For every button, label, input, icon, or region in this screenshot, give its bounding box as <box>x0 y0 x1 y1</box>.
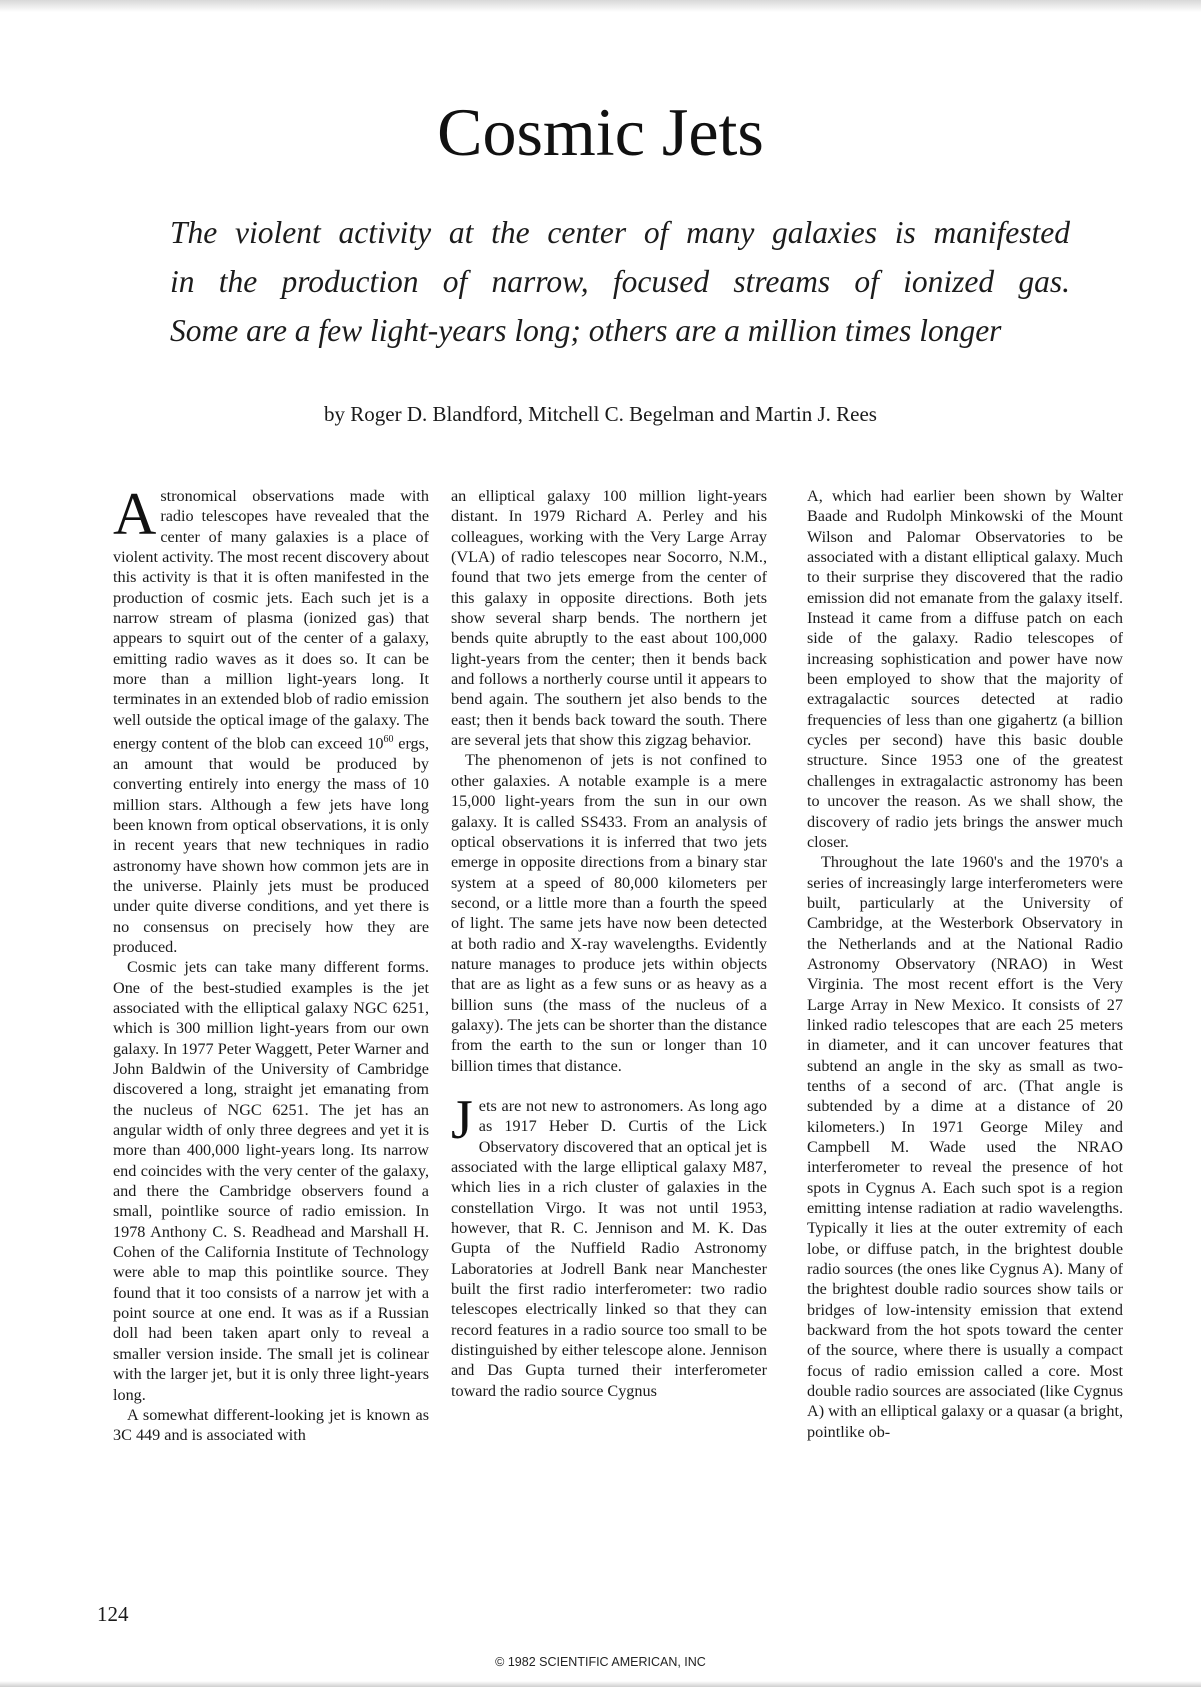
paragraph: A somewhat different-looking jet is known as 3C 449 and is associated with <box>113 1405 429 1445</box>
text-column-2 <box>451 486 767 1564</box>
paragraph <box>113 486 429 957</box>
text-column-3 <box>807 486 1123 1564</box>
byline: by Roger D. Blandford, Mitchell C. Begelman and Martin J. Rees <box>324 402 877 426</box>
paragraph: A, which had earlier been shown by Walter Baade and Rudolph Minkowski of the Mount Wilson and Palomar Observatories to be associated with a distant elliptical galaxy. Much to their surprise they discovered that the radio emission did not emanate from the galaxy itself. Instead it came from a diffuse patch on each side of the galaxy. Radio telescopes of increasing sophistication and power have now been employed to show that the majority of extragalactic sources detected at radio frequencies of less than one gigahertz (a billion cycles per second) have this basic double structure. Since 1953 one of the greatest challenges in extragalactic astronomy has been to uncover the reason. As we shall show, the discovery of radio jets brings the answer much closer. <box>807 487 1123 851</box>
article-subtitle <box>170 208 1070 355</box>
subtitle-line: Some are a few light-years long; others are a million times longer <box>170 313 1002 348</box>
subtitle-line: The violent activity at the center of many galaxies is manifested <box>170 215 1070 250</box>
paragraph: The phenomenon of jets is not confined to other galaxies. A notable example is a mere 15,000 light-years from the sun in our own galaxy. It is called SS433. From an analysis of optical observations it is inferred that two jets emerge in opposite directions from a binary star system at a speed of 80,000 kilometers per second, or a little more than a fourth the speed of light. The same jets have now been detected at both radio and X-ray wavelengths. Evidently nature manages to produce jets within objects that are as light as a few suns or as heavy as a billion suns (the mass of the nucleus of a galaxy). The jets can be shorter than the distance from the earth to the sun or longer than 10 billion times that distance. <box>451 751 767 1075</box>
drop-cap: J <box>451 1088 473 1151</box>
paragraph-text: ets are not new to astronomers. As long ago as 1917 Heber D. Curtis of the Lick Observatory discovered that an optical jet is associated with the large elliptical galaxy M87, which lies in a rich cluster of galaxies in the constellation Virgo. It was not until 1953, however, that R. C. Jennison and M. K. Das Gupta of the Nuffield Radio Astronomy Laboratories at Jodrell Bank near Manchester built the first radio interferometer: two radio telescopes electrically linked so that they can record features in a radio source too small to be distinguished by either telescope alone. Jennison and Das Gupta turned their interferometer toward the radio source Cygnus <box>451 1096 767 1400</box>
article-title: Cosmic Jets <box>437 94 764 170</box>
exponent: 60 <box>383 734 394 746</box>
paragraph: an elliptical galaxy 100 million light-years distant. In 1979 Richard A. Perley and his colleagues, working with the Very Large Array (VLA) of radio telescopes near Socorro, N.M., found that two jets emerge from the center of this galaxy in opposite directions. Both jets show several sharp bends. The northern jet bends quite abruptly to the east about 100,000 light-years from the center; then it bends back and follows a northerly course until it appears to bend again. The southern jet also bends to the east; then it bends back toward the south. There are several jets that show this zigzag behavior. <box>451 487 767 750</box>
page-number: 124 <box>97 1602 129 1626</box>
text-column-1 <box>113 486 429 1564</box>
paragraph-text: stronomical observations made with radio telescopes have revealed that the center of many galaxies is a place of violent activity. The most recent discovery about this activity is that it is often manifested in the production of cosmic jets. Each such jet is a narrow stream of plasma (ionized gas) that appears to squirt out of the center of a galaxy, emitting radio waves as it does so. It can be more than a million light-years long. It terminates in an extended blob of radio emission well outside the optical image of the galaxy. The energy content of the blob can exceed 10 <box>113 487 429 753</box>
paragraph: Throughout the late 1960's and the 1970's a series of increasingly large interferometers were built, particularly at the University of Cambridge, at the Westerbork Observatory in the Netherlands and at the National Radio Astronomy Observatory (NRAO) in West Virginia. The most recent effort is the Very Large Array in New Mexico. It consists of 27 linked radio telescopes that are each 25 meters in diameter, and it can uncover features that subtend an angle in the sky as small as two-tenths of a second of arc. (That angle is subtended by a dime at a distance of 20 kilometers.) In 1971 George Miley and Campbell M. Wade used the NRAO interferometer to reveal the presence of hot spots in Cygnus A. Each such spot is a region emitting intense radiation at radio wavelengths. Typically it lies at the outer extremity of each lobe, or diffuse patch, in the brightest double radio sources (the ones like Cygnus A). Many of the brightest double radio sources show tails or bridges of low-intensity emission that extend backward from the hot spots toward the center of the source, where there is usually a compact focus of radio emission called a core. Most double radio sources are associated (like Cygnus A) with an elliptical galaxy or a quasar (a bright, pointlike ob- <box>807 853 1123 1441</box>
scan-top-edge <box>0 0 1201 12</box>
drop-cap: A <box>113 486 157 547</box>
paragraph-text: ergs, an amount that would be produced by converting entirely into energy the mass of 10 million stars. Although a few jets have long been known from optical observations, it is only in recent years that new techniques in radio astronomy have shown how common jets are in the universe. Plainly jets must be produced under quite diverse conditions, and yet there is no consensus on precisely how they are produced. <box>113 734 429 956</box>
paragraph: Cosmic jets can take many different forms. One of the best-studied examples is the jet associated with the elliptical galaxy NGC 6251, which is 300 million light-years from our own galaxy. In 1977 Peter Waggett, Peter Warner and John Baldwin of the University of Cambridge discovered a long, straight jet emanating from the nucleus of NGC 6251. The jet has an angular width of only three degrees and yet it is more than 400,000 light-years long. Its narrow end coincides with the very center of the galaxy, and there the Cambridge observers found a small, pointlike source of radio emission. In 1978 Anthony C. S. Readhead and Marshall H. Cohen of the California Institute of Technology were able to map this pointlike source. They found that it too consists of a narrow jet with a point source at one end. It was as if a Russian doll had been taken apart only to reveal a smaller version inside. The small jet is colinear with the larger jet, but it is only three light-years long. <box>113 958 429 1404</box>
copyright-notice: © 1982 SCIENTIFIC AMERICAN, INC <box>495 1655 706 1669</box>
subtitle-line: in the production of narrow, focused streams of ionized gas. <box>170 264 1070 299</box>
paragraph <box>451 1088 767 1401</box>
scan-bottom-edge <box>0 1681 1201 1687</box>
